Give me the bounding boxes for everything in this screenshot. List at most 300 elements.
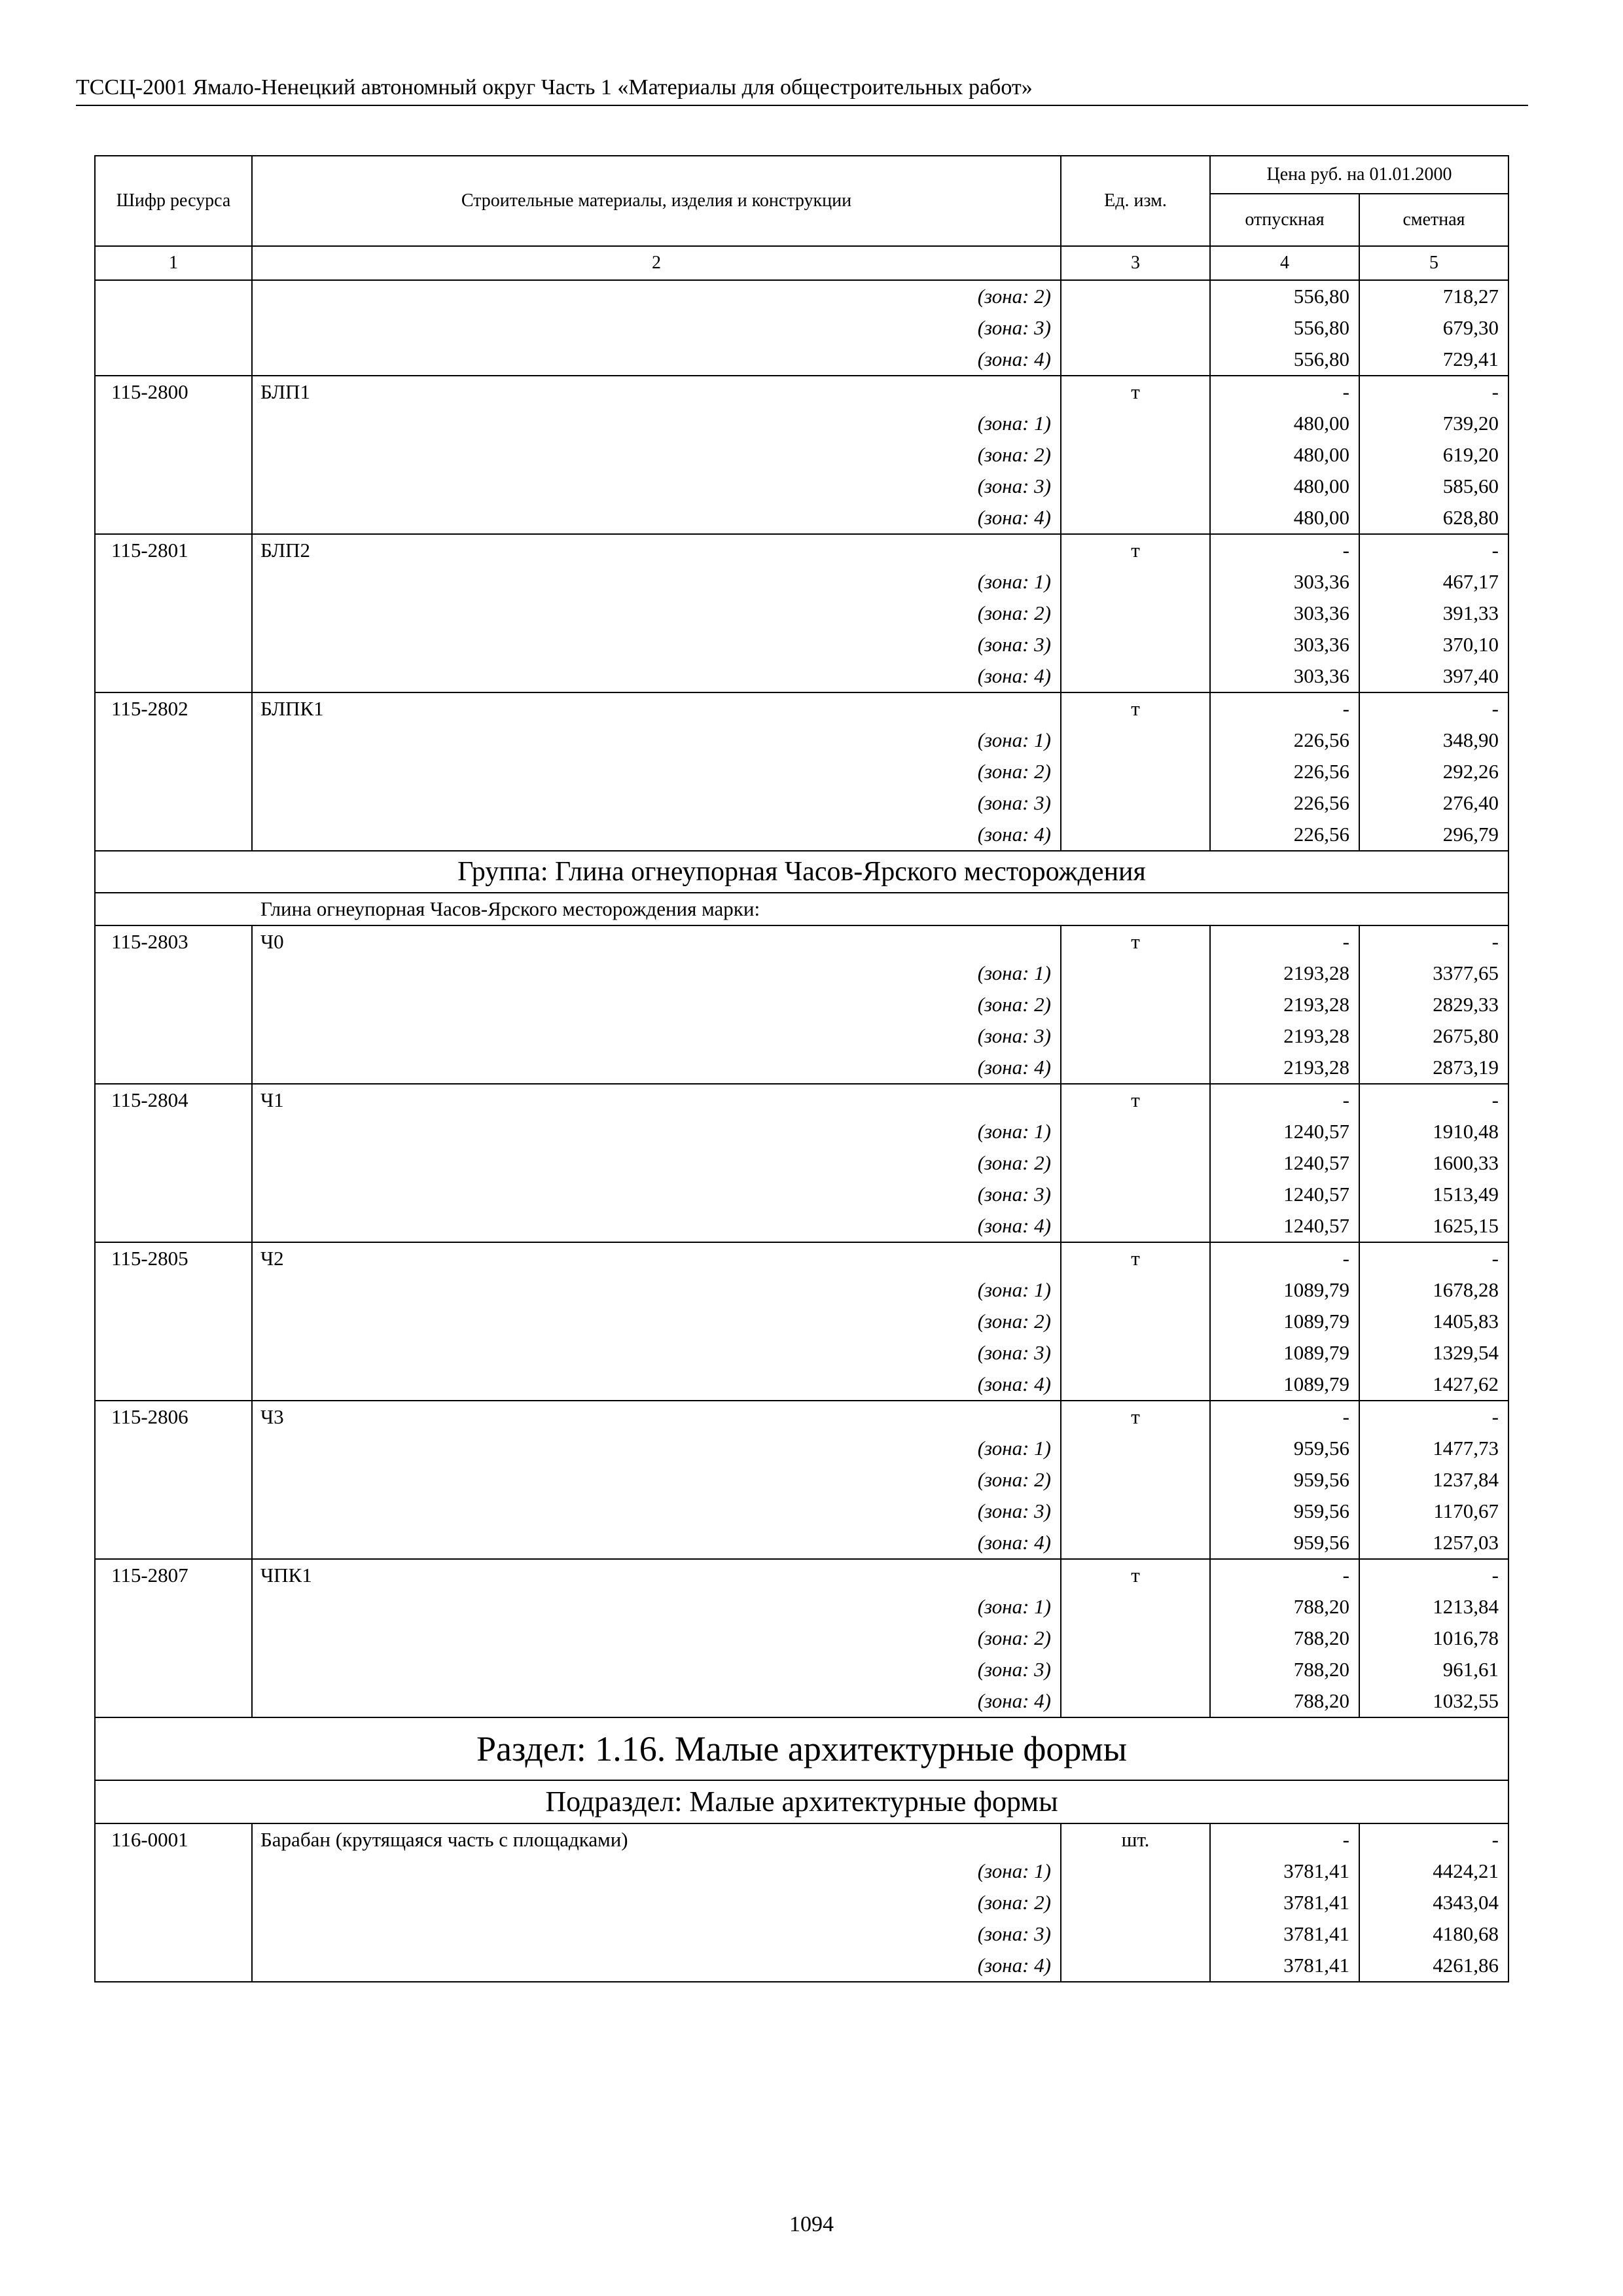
release-price: 480,00 [1210,471,1359,502]
unit-cell [1061,344,1210,376]
header-name: Строительные материалы, изделия и конструкции [252,156,1061,246]
table-row [95,989,1508,1020]
unit-cell: шт. [1061,1823,1210,1856]
release-price: 226,56 [1210,756,1359,787]
unit-cell [1061,1496,1210,1527]
unit-cell [1061,725,1210,756]
estimate-price: 276,40 [1359,787,1508,819]
unit-cell: т [1061,1401,1210,1433]
release-price: - [1210,1242,1359,1274]
unit-cell [1061,408,1210,439]
header-col-number: 5 [1359,246,1508,280]
unit-cell [1061,1918,1210,1950]
release-price: 226,56 [1210,725,1359,756]
unit-cell [1061,1337,1210,1369]
estimate-price: - [1359,534,1508,566]
unit-cell: т [1061,376,1210,408]
release-price: 303,36 [1210,629,1359,660]
zone-label: (зона: 3) [252,312,1061,344]
code-cell [95,756,252,787]
zone-label: (зона: 4) [252,1950,1061,1982]
code-cell [95,660,252,692]
estimate-price: 585,60 [1359,471,1508,502]
unit-cell [1061,1052,1210,1084]
table-row [95,958,1508,989]
table-row [95,925,1508,958]
code-cell [95,1179,252,1210]
table-row [95,725,1508,756]
release-price: 556,80 [1210,344,1359,376]
release-price: - [1210,534,1359,566]
zone-label: (зона: 2) [252,439,1061,471]
unit-cell [1061,1179,1210,1210]
unit-cell [1061,629,1210,660]
table-row [95,1823,1508,1856]
code-cell [95,344,252,376]
unit-cell: т [1061,1242,1210,1274]
code-cell [95,1591,252,1623]
table-row [95,1210,1508,1242]
zone-label: (зона: 4) [252,819,1061,851]
estimate-price: 1213,84 [1359,1591,1508,1623]
code-cell [95,1052,252,1084]
code-cell [95,1147,252,1179]
table-row [95,598,1508,629]
estimate-price: - [1359,1242,1508,1274]
unit-cell [1061,280,1210,312]
zone-label: (зона: 2) [252,1147,1061,1179]
resource-code: 115-2801 [95,534,252,566]
zone-label: (зона: 2) [252,1623,1061,1654]
material-name: Ч2 [252,1242,1061,1274]
header-col-number: 1 [95,246,252,280]
release-price: 1240,57 [1210,1179,1359,1210]
zone-label: (зона: 3) [252,471,1061,502]
estimate-price: 2829,33 [1359,989,1508,1020]
estimate-price: 1427,62 [1359,1369,1508,1401]
estimate-price: 4180,68 [1359,1918,1508,1950]
code-cell [95,1464,252,1496]
estimate-price: 370,10 [1359,629,1508,660]
code-cell [95,1496,252,1527]
table-row [95,692,1508,725]
unit-cell [1061,1887,1210,1918]
subsection-heading: Подраздел: Малые архитектурные формы [95,1780,1508,1823]
resource-code: 115-2800 [95,376,252,408]
unit-cell [1061,1464,1210,1496]
release-price: - [1210,692,1359,725]
zone-label: (зона: 4) [252,1685,1061,1717]
table-row [95,1950,1508,1982]
code-cell [95,1527,252,1559]
estimate-price: 348,90 [1359,725,1508,756]
estimate-price: 391,33 [1359,598,1508,629]
table-row [95,1887,1508,1918]
table-row [95,1306,1508,1337]
zone-label: (зона: 1) [252,1116,1061,1147]
code-cell [95,408,252,439]
zone-label: (зона: 1) [252,1274,1061,1306]
table-row [95,1623,1508,1654]
zone-label: (зона: 3) [252,1654,1061,1685]
zone-label: (зона: 3) [252,1337,1061,1369]
code-cell [95,989,252,1020]
table-row [95,1685,1508,1717]
release-price: 480,00 [1210,408,1359,439]
estimate-price: 628,80 [1359,502,1508,534]
unit-cell [1061,1116,1210,1147]
release-price: 226,56 [1210,787,1359,819]
unit-cell [1061,1856,1210,1887]
zone-label: (зона: 2) [252,1306,1061,1337]
material-name: Ч0 [252,925,1061,958]
code-cell [95,1337,252,1369]
release-price: - [1210,1823,1359,1856]
estimate-price: 729,41 [1359,344,1508,376]
release-price: - [1210,1559,1359,1591]
header-col-number: 3 [1061,246,1210,280]
code-cell [95,1433,252,1464]
release-price: 2193,28 [1210,1052,1359,1084]
table-row [95,1179,1508,1210]
header-estimate-price: сметная [1359,194,1508,246]
unit-cell [1061,958,1210,989]
zone-label: (зона: 1) [252,1433,1061,1464]
release-price: 1240,57 [1210,1116,1359,1147]
material-name: Ч3 [252,1401,1061,1433]
table-row [95,1464,1508,1496]
zone-label: (зона: 3) [252,787,1061,819]
unit-cell [1061,312,1210,344]
release-price: 2193,28 [1210,989,1359,1020]
estimate-price: 1237,84 [1359,1464,1508,1496]
zone-label: (зона: 4) [252,1052,1061,1084]
unit-cell [1061,1591,1210,1623]
code-cell [95,1887,252,1918]
estimate-price: 467,17 [1359,566,1508,598]
header-code: Шифр ресурса [95,156,252,246]
unit-cell [1061,598,1210,629]
zone-label: (зона: 3) [252,1918,1061,1950]
release-price: 959,56 [1210,1496,1359,1527]
release-price: 303,36 [1210,598,1359,629]
unit-cell [1061,1210,1210,1242]
estimate-price: 1329,54 [1359,1337,1508,1369]
estimate-price: - [1359,1401,1508,1433]
zone-label: (зона: 3) [252,1020,1061,1052]
estimate-price: 1678,28 [1359,1274,1508,1306]
code-cell [95,819,252,851]
zone-label: (зона: 2) [252,989,1061,1020]
code-cell [95,1623,252,1654]
resource-code: 115-2807 [95,1559,252,1591]
estimate-price: 619,20 [1359,439,1508,471]
zone-label: (зона: 1) [252,725,1061,756]
unit-cell: т [1061,925,1210,958]
table-row [95,1433,1508,1464]
section-heading: Раздел: 1.16. Малые архитектурные формы [95,1717,1508,1780]
table-row [95,1337,1508,1369]
unit-cell [1061,439,1210,471]
release-price: 3781,41 [1210,1887,1359,1918]
table-row [95,1052,1508,1084]
estimate-price: 718,27 [1359,280,1508,312]
code-cell [95,1306,252,1337]
zone-label: (зона: 4) [252,1210,1061,1242]
zone-label: (зона: 1) [252,566,1061,598]
estimate-price: 1016,78 [1359,1623,1508,1654]
document-header-title: ТССЦ-2001 Ямало-Ненецкий автономный округ Часть 1 «Материалы для общестроительных работ» [76,75,1033,99]
table-row [95,376,1508,408]
zone-label: (зона: 2) [252,1464,1061,1496]
resource-code: 115-2806 [95,1401,252,1433]
release-price: 556,80 [1210,312,1359,344]
release-price: - [1210,376,1359,408]
table-row [95,660,1508,692]
release-price: - [1210,1401,1359,1433]
table-row [95,280,1508,312]
release-price: 959,56 [1210,1464,1359,1496]
code-cell [95,312,252,344]
zone-label: (зона: 3) [252,1179,1061,1210]
unit-cell: т [1061,1559,1210,1591]
table-row [95,439,1508,471]
table-row [95,756,1508,787]
code-cell [95,1654,252,1685]
zone-label: (зона: 1) [252,408,1061,439]
release-price: 3781,41 [1210,1950,1359,1982]
code-cell [95,629,252,660]
release-price: 788,20 [1210,1685,1359,1717]
unit-cell [1061,471,1210,502]
table-row [95,502,1508,534]
table-row [95,1918,1508,1950]
table-row [95,1147,1508,1179]
estimate-price: 1513,49 [1359,1179,1508,1210]
release-price: 1240,57 [1210,1210,1359,1242]
unit-cell [1061,756,1210,787]
estimate-price: 739,20 [1359,408,1508,439]
release-price: 788,20 [1210,1591,1359,1623]
zone-label: (зона: 4) [252,660,1061,692]
table-row [95,1856,1508,1887]
estimate-price: 1032,55 [1359,1685,1508,1717]
release-price: 3781,41 [1210,1918,1359,1950]
unit-cell [1061,1527,1210,1559]
release-price: 480,00 [1210,439,1359,471]
zone-label: (зона: 3) [252,1496,1061,1527]
estimate-price: 4424,21 [1359,1856,1508,1887]
estimate-price: 4261,86 [1359,1950,1508,1982]
estimate-price: 2675,80 [1359,1020,1508,1052]
zone-label: (зона: 2) [252,756,1061,787]
estimate-price: 1625,15 [1359,1210,1508,1242]
code-cell [95,502,252,534]
table-row [95,1084,1508,1116]
code-cell [95,1369,252,1401]
release-price: 959,56 [1210,1527,1359,1559]
resource-code: 115-2804 [95,1084,252,1116]
unit-cell [1061,1147,1210,1179]
zone-label: (зона: 2) [252,280,1061,312]
estimate-price: 292,26 [1359,756,1508,787]
release-price: 556,80 [1210,280,1359,312]
material-name: ЧПК1 [252,1559,1061,1591]
zone-label: (зона: 4) [252,1527,1061,1559]
code-cell [95,1685,252,1717]
table-row [95,1717,1508,1780]
unit-cell [1061,1274,1210,1306]
unit-cell [1061,1020,1210,1052]
release-price: 2193,28 [1210,1020,1359,1052]
estimate-price: - [1359,925,1508,958]
table-row [95,534,1508,566]
unit-cell [1061,1654,1210,1685]
resource-code: 115-2802 [95,692,252,725]
material-name: Ч1 [252,1084,1061,1116]
table-row [95,629,1508,660]
code-cell [95,1020,252,1052]
table-row [95,471,1508,502]
zone-label: (зона: 3) [252,629,1061,660]
table-row [95,1242,1508,1274]
table-body [95,280,1508,1982]
code-cell [95,787,252,819]
table-row [95,1591,1508,1623]
zone-label: (зона: 4) [252,502,1061,534]
unit-cell [1061,660,1210,692]
header-release-price: отпускная [1210,194,1359,246]
resource-code: 115-2805 [95,1242,252,1274]
unit-cell [1061,819,1210,851]
unit-cell: т [1061,692,1210,725]
table-row [95,344,1508,376]
unit-cell [1061,502,1210,534]
table-row [95,1369,1508,1401]
unit-cell [1061,1306,1210,1337]
release-price: - [1210,1084,1359,1116]
release-price: 1089,79 [1210,1369,1359,1401]
table-row [95,893,1508,925]
estimate-price: - [1359,376,1508,408]
code-cell [95,439,252,471]
code-cell [95,1950,252,1982]
unit-cell [1061,1433,1210,1464]
estimate-price: 3377,65 [1359,958,1508,989]
code-cell [95,566,252,598]
release-price: 1089,79 [1210,1306,1359,1337]
release-price: 303,36 [1210,566,1359,598]
estimate-price: - [1359,1823,1508,1856]
zone-label: (зона: 2) [252,598,1061,629]
release-price: 226,56 [1210,819,1359,851]
release-price: 480,00 [1210,502,1359,534]
estimate-price: - [1359,1559,1508,1591]
table-row [95,1274,1508,1306]
unit-cell [1061,1369,1210,1401]
estimate-price: 1910,48 [1359,1116,1508,1147]
table-row [95,819,1508,851]
zone-label: (зона: 1) [252,958,1061,989]
table-row [95,851,1508,893]
code-cell [95,280,252,312]
estimate-price: 1170,67 [1359,1496,1508,1527]
subgroup-heading: Глина огнеупорная Часов-Ярского месторождения марки: [95,893,1508,925]
table-row [95,1496,1508,1527]
estimate-price: 397,40 [1359,660,1508,692]
code-cell [95,958,252,989]
estimate-price: 1257,03 [1359,1527,1508,1559]
unit-cell [1061,989,1210,1020]
release-price: 959,56 [1210,1433,1359,1464]
header-price: Цена руб. на 01.01.2000 [1210,156,1508,194]
release-price: 788,20 [1210,1654,1359,1685]
release-price: 788,20 [1210,1623,1359,1654]
code-cell [95,1918,252,1950]
zone-label: (зона: 4) [252,344,1061,376]
unit-cell: т [1061,1084,1210,1116]
table-row [95,1401,1508,1433]
table-row [95,1527,1508,1559]
unit-cell [1061,566,1210,598]
unit-cell [1061,1623,1210,1654]
zone-label: (зона: 1) [252,1591,1061,1623]
material-name: БЛП2 [252,534,1061,566]
material-name: Барабан (крутящаяся часть с площадками) [252,1823,1061,1856]
material-name: БЛПК1 [252,692,1061,725]
unit-cell [1061,787,1210,819]
estimate-price: - [1359,1084,1508,1116]
table-row [95,787,1508,819]
table-row [95,408,1508,439]
code-cell [95,598,252,629]
header-col-number: 2 [252,246,1061,280]
table-row [95,1116,1508,1147]
code-cell [95,1116,252,1147]
code-cell [95,1210,252,1242]
release-price: 3781,41 [1210,1856,1359,1887]
header-rule [76,105,1528,106]
table-row [95,1780,1508,1823]
unit-cell: т [1061,534,1210,566]
page-number: 1094 [789,2212,834,2236]
estimate-price: 2873,19 [1359,1052,1508,1084]
release-price: 1089,79 [1210,1274,1359,1306]
estimate-price: 4343,04 [1359,1887,1508,1918]
table-row [95,566,1508,598]
release-price: 2193,28 [1210,958,1359,989]
unit-cell [1061,1950,1210,1982]
resource-code: 115-2803 [95,925,252,958]
code-cell [95,1856,252,1887]
unit-cell [1061,1685,1210,1717]
estimate-price: 961,61 [1359,1654,1508,1685]
table-row [95,1559,1508,1591]
release-price: - [1210,925,1359,958]
estimate-price: 296,79 [1359,819,1508,851]
code-cell [95,725,252,756]
zone-label: (зона: 1) [252,1856,1061,1887]
price-table [94,155,1509,1982]
estimate-price: 679,30 [1359,312,1508,344]
estimate-price: 1600,33 [1359,1147,1508,1179]
group-heading: Группа: Глина огнеупорная Часов-Ярского месторождения [95,851,1508,893]
table-row [95,1654,1508,1685]
release-price: 303,36 [1210,660,1359,692]
estimate-price: - [1359,692,1508,725]
material-name: БЛП1 [252,376,1061,408]
header-col-number: 4 [1210,246,1359,280]
